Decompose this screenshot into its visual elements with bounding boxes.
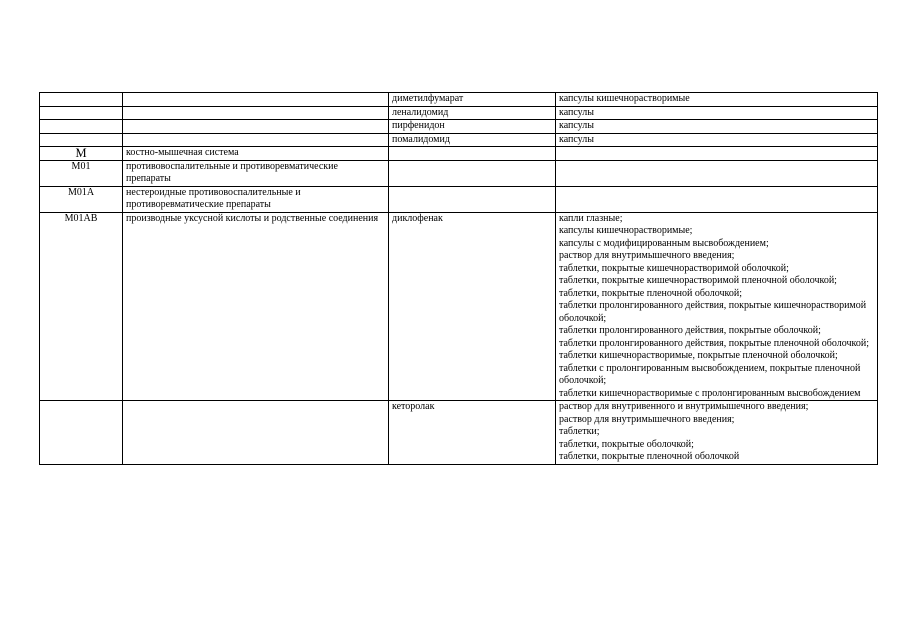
dosage-form-line: капсулы [559, 133, 594, 145]
table-row [40, 401, 878, 465]
dosage-forms-cell [556, 120, 878, 134]
atc-code-cell: M [40, 147, 123, 161]
atc-code-cell: M01 [40, 160, 123, 186]
table-row [40, 186, 878, 212]
drug-name-cell: пирфенидон [389, 120, 556, 134]
dosage-form-line: таблетки, покрытые пленочной оболочкой [559, 451, 740, 462]
dosage-form-line: таблетки, покрытые оболочкой; [559, 438, 694, 450]
dosage-forms-cell [556, 147, 878, 161]
atc-code-cell: M01AB [40, 212, 123, 401]
group-name-cell: нестероидные противовоспалительные и противоревматические препараты [123, 186, 389, 212]
drug-name-cell: диклофенак [389, 212, 556, 401]
atc-code-cell: M01A [40, 186, 123, 212]
drug-name-cell: кеторолак [389, 401, 556, 465]
group-name-cell [123, 120, 389, 134]
medication-table [39, 92, 878, 465]
group-name-cell: противовоспалительные и противоревматические препараты [123, 160, 389, 186]
drug-name-cell [389, 160, 556, 186]
dosage-form-line: капсулы [559, 120, 594, 131]
dosage-forms-cell [556, 133, 878, 147]
dosage-form-line: капсулы [559, 106, 594, 118]
dosage-forms-cell [556, 212, 878, 401]
dosage-form-line: таблетки пролонгированного действия, покрытые пленочной оболочкой; [559, 337, 869, 349]
dosage-form-line: капли глазные; [559, 212, 623, 224]
table-row [40, 160, 878, 186]
table-row [40, 106, 878, 120]
dosage-form-line: таблетки, покрытые кишечнорастворимой оболочкой; [559, 262, 789, 274]
dosage-form-line: раствор для внутримышечного введения; [559, 413, 735, 425]
drug-name-cell: диметилфумарат [389, 93, 556, 107]
group-name-cell [123, 133, 389, 147]
drug-name-cell: леналидомид [389, 106, 556, 120]
group-name-cell [123, 93, 389, 107]
group-name-cell: костно-мышечная система [123, 147, 389, 161]
dosage-forms-cell [556, 160, 878, 186]
group-name-cell: производные уксусной кислоты и родственные соединения [123, 212, 389, 401]
dosage-form-line: раствор для внутримышечного введения; [559, 250, 735, 261]
dosage-forms-cell [556, 106, 878, 120]
atc-code-cell [40, 120, 123, 134]
table-row [40, 120, 878, 134]
table-row [40, 212, 878, 401]
table-row [40, 93, 878, 107]
atc-code-cell [40, 93, 123, 107]
dosage-form-line: таблетки пролонгированного действия, покрытые кишечнорастворимой оболочкой; [559, 300, 867, 324]
drug-name-cell [389, 147, 556, 161]
dosage-form-line: таблетки кишечнорастворимые с пролонгированным высвобождением [559, 387, 861, 399]
atc-code-cell [40, 401, 123, 465]
dosage-forms-cell [556, 401, 878, 465]
table-row [40, 147, 878, 161]
dosage-form-line: таблетки, покрытые пленочной оболочкой; [559, 287, 743, 299]
dosage-form-line: таблетки кишечнорастворимые, покрытые пленочной оболочкой; [559, 350, 838, 361]
dosage-forms-cell [556, 93, 878, 107]
dosage-form-line: капсулы с модифицированным высвобождением; [559, 237, 769, 249]
drug-name-cell [389, 186, 556, 212]
atc-code-cell [40, 133, 123, 147]
group-name-cell [123, 401, 389, 465]
dosage-form-line: капсулы кишечнорастворимые [559, 93, 690, 104]
dosage-form-line: таблетки пролонгированного действия, покрытые оболочкой; [559, 325, 821, 336]
group-name-cell [123, 106, 389, 120]
dosage-form-line: таблетки, покрытые кишечнорастворимой пленочной оболочкой; [559, 275, 837, 286]
dosage-form-line: капсулы кишечнорастворимые; [559, 225, 693, 236]
drug-name-cell: помалидомид [389, 133, 556, 147]
dosage-forms-cell [556, 186, 878, 212]
table-row [40, 133, 878, 147]
dosage-form-line: раствор для внутривенного и внутримышечного введения; [559, 401, 809, 412]
dosage-form-line: таблетки с пролонгированным высвобождением, покрытые пленочной оболочкой; [559, 362, 861, 386]
dosage-form-line: таблетки; [559, 426, 600, 437]
atc-code-cell [40, 106, 123, 120]
